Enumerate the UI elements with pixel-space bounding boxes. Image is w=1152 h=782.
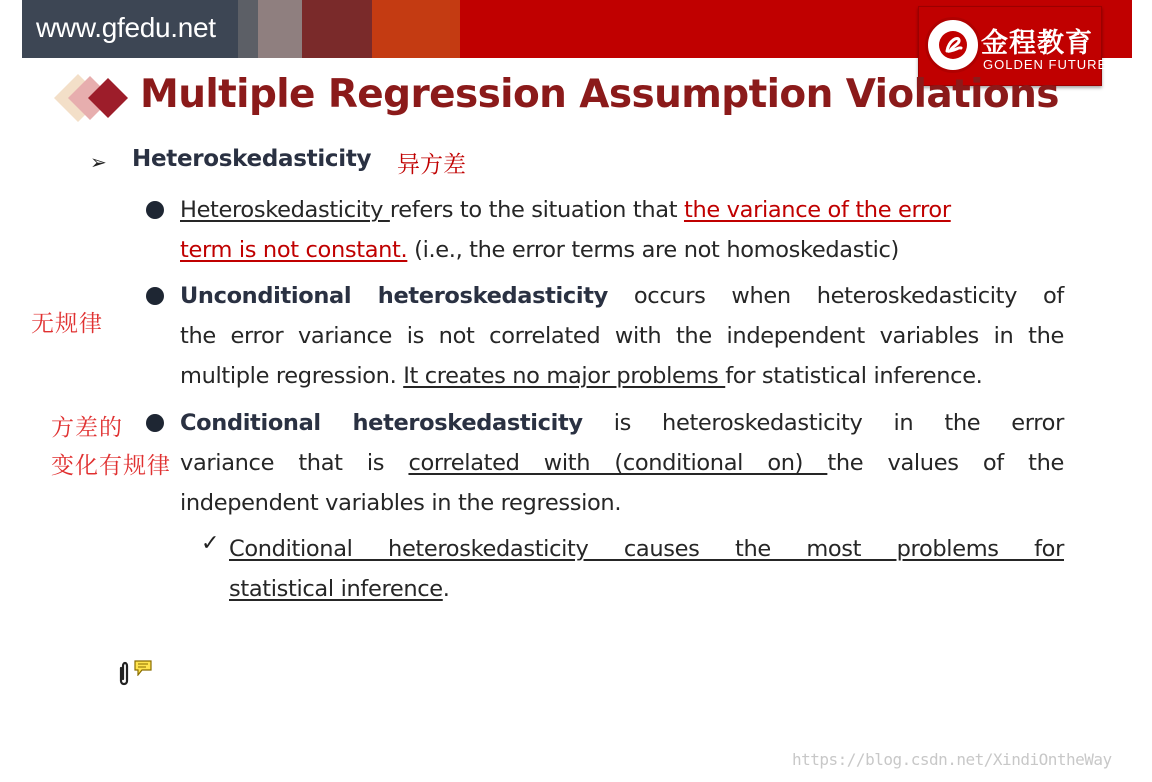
bullet-dot-icon [146,287,164,305]
bullet-2-line-1 [180,279,1064,313]
slide-title: Multiple Regression Assumption Violations [140,72,1059,117]
text-span: for statistical inference. [725,363,983,389]
sub-bullet-line-1: Conditional heteroskedasticity causes the most problems for [229,536,1064,562]
text-span: is heteroskedasticity in the error [582,410,1064,436]
bullet-2-line-2: the error variance is not correlated with the independent variables in the [180,323,1064,349]
text-span: multiple regression. [180,363,404,389]
text-span: occurs when heteroskedasticity of [607,283,1065,309]
bullet-1-line-1 [180,193,1064,227]
bullet-1-line-2 [180,233,1064,267]
annotation-no-pattern: 无规律 [31,311,103,337]
text-span: . [442,576,450,602]
annotation-variance: 方差的 [51,415,123,441]
term-unconditional: Unconditional heteroskedasticity [180,283,608,309]
logo-name-en: GOLDEN FUTURE [983,57,1108,72]
annotation-variance-pattern: 变化有规律 [51,453,171,479]
bullet-3-line-1 [180,406,1064,440]
text-span: variance that is [180,450,409,476]
paperclip-icon[interactable] [116,660,132,688]
banner-stripe [372,0,460,58]
banner-stripe [258,0,302,58]
section-heading-cn: 异方差 [397,152,466,178]
title-diamond-icon [50,70,134,126]
site-url: www.gfedu.net [36,12,216,43]
text-span: (i.e., the error terms are not homoskedastic) [407,237,899,263]
correlated-with: correlated with (conditional on) [408,450,828,476]
bullet-3-line-2 [180,446,1064,480]
section-heading: Heteroskedasticity [132,146,372,172]
text-span: refers to the situation that [389,197,684,223]
bullet-dot-icon [146,201,164,219]
term-heteroskedasticity: Heteroskedasticity [180,197,390,223]
banner-stripe [238,0,258,58]
arrow-bullet-icon: ➢ [90,150,107,174]
banner-stripe [302,0,372,58]
bullet-2-line-3 [180,359,1064,393]
definition-highlight: the variance of the error [683,197,951,223]
term-conditional: Conditional heteroskedasticity [180,410,583,436]
watermark: https://blog.csdn.net/XindiOntheWay [792,750,1112,769]
bullet-3-line-3: independent variables in the regression. [180,490,622,516]
comment-icon[interactable] [134,660,152,676]
logo-seal-icon [925,17,981,73]
text-span: the values of the [827,450,1064,476]
checkmark-icon: ✓ [201,531,220,556]
no-major-problems: It creates no major problems [403,363,726,389]
sub-bullet-line-2 [229,572,1064,606]
definition-highlight: term is not constant. [180,237,408,263]
logo-name-cn: 金程教育 [981,28,1093,59]
bullet-dot-icon [146,414,164,432]
text-span: statistical inference [229,576,443,602]
